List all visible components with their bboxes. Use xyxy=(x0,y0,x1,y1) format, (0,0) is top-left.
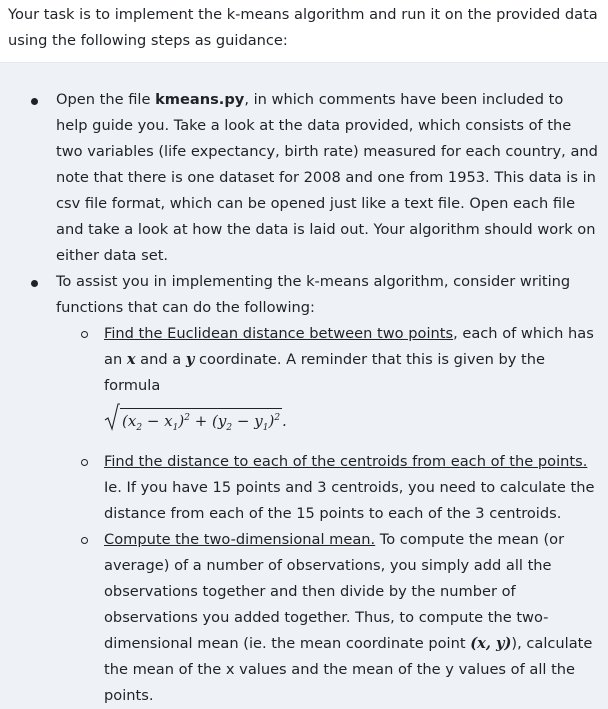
intro-text: Your task is to implement the k-means algorithm and run it on the provided data using the following steps as guidance: xyxy=(8,6,598,49)
var-x: x xyxy=(126,351,136,368)
f-part: (x xyxy=(122,412,137,430)
mean-point: (x, y) xyxy=(470,635,512,652)
f-sub: 1 xyxy=(262,423,269,433)
f-sub: 1 xyxy=(172,423,179,433)
bullet-text: Open the file xyxy=(56,91,156,108)
var-y: y xyxy=(185,351,195,368)
bullet-list xyxy=(10,87,598,709)
f-sub: 2 xyxy=(226,423,233,433)
link-distance-centroids: Find the distance to each of the centroids from each of the points. xyxy=(104,453,588,470)
sub-text: coordinate. A reminder that this is given by the formula xyxy=(104,351,545,394)
content-block xyxy=(0,63,608,709)
sub-item-distance-centroids xyxy=(56,449,598,527)
bullet-assist xyxy=(10,269,598,709)
sub-text: ), calculate the mean of the x values and the mean of the y values of all the points. xyxy=(104,635,593,704)
sub-item-euclidean xyxy=(56,321,598,449)
sub-text: To compute the mean (or average) of a number of observations, you simply add all the observations together and then divide by the number of observations you added together. Thus, to compute the two-dimensional mean (ie. the mean coordinate point xyxy=(104,531,565,652)
intro-block xyxy=(0,0,608,63)
f-part: − y xyxy=(232,412,263,430)
sub-text: Ie. If you have 15 points and 3 centroids, you need to calculate the distance from each of the 15 points to each of the 3 centroids. xyxy=(104,479,595,522)
f-part: ) xyxy=(178,412,185,430)
filename: kmeans.py xyxy=(155,91,245,108)
f-sup: 2 xyxy=(274,413,281,423)
sqrt xyxy=(104,399,282,443)
f-sup: 2 xyxy=(184,413,190,423)
distance-formula xyxy=(104,399,598,449)
sub-list xyxy=(56,321,598,709)
radical-sign-icon xyxy=(104,403,120,431)
f-dot: . xyxy=(282,412,287,430)
sub-text: , each of which has an xyxy=(104,325,594,368)
bullet-open-file xyxy=(10,87,598,269)
f-part: − x xyxy=(142,412,173,430)
link-mean: Compute the two-dimensional mean. xyxy=(104,531,376,548)
bullet-text-cont: , in which comments have been included to help guide you. Take a look at the data provided, which consists of the two variables (life expectancy, birth rate) measured for each country, and note that there is one dataset for 2008 and one from 1953. This data is in csv file format, which can be opened just like a text file. Open each file and take a look at how the data is laid out. Your algorithm should work on either data set. xyxy=(56,91,598,264)
f-sub: 2 xyxy=(136,423,143,433)
sub-text: and a xyxy=(135,351,186,368)
f-part: ) xyxy=(268,412,275,430)
sub-item-mean xyxy=(56,527,598,709)
bullet-text: To assist you in implementing the k-means algorithm, consider writing functions that can do the following: xyxy=(56,273,571,316)
f-part: + (y xyxy=(189,412,227,430)
link-euclidean: Find the Euclidean distance between two points xyxy=(104,325,454,342)
formula-body xyxy=(120,408,282,433)
